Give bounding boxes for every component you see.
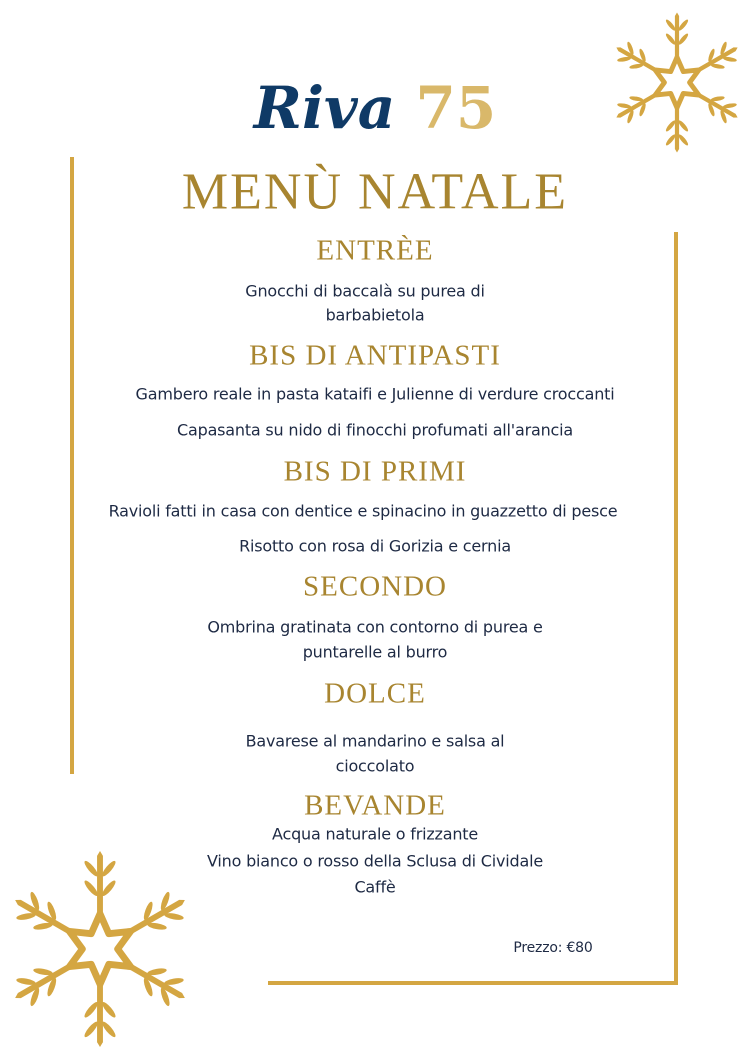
menu-item: Caffè — [354, 877, 396, 897]
menu-item: Bavarese al mandarino e salsa al — [245, 731, 505, 751]
menu-item: puntarelle al burro — [302, 642, 448, 662]
section-heading: ENTRÈE — [316, 234, 434, 267]
snowflake-center — [69, 914, 130, 985]
menu-item: barbabietola — [325, 305, 425, 325]
menu-item: cioccolato — [335, 756, 415, 776]
menu-item: Ombrina gratinata con contorno di purea e — [207, 617, 543, 637]
section-heading: DOLCE — [324, 677, 426, 710]
menu-item: Ravioli fatti in casa con dentice e spinacino in guazzetto di pesce — [108, 501, 618, 521]
section-heading: BEVANDE — [304, 789, 446, 822]
snowflake-arm — [83, 978, 118, 1047]
section-heading: SECONDO — [303, 570, 447, 603]
price: Prezzo: €80 — [513, 940, 593, 956]
menu-item: Capasanta su nido di finocchi profumati all'arancia — [177, 420, 573, 440]
snowflake-icon — [2, 843, 198, 1055]
menu-item: Gambero reale in pasta kataifi e Julienne di verdure croccanti — [135, 384, 615, 404]
menu-item: Acqua naturale o frizzante — [272, 824, 478, 844]
section-heading: BIS DI ANTIPASTI — [249, 339, 501, 372]
menu-item: Vino bianco o rosso della Sclusa di Cividale — [207, 851, 543, 871]
menu-title: MENÙ NATALE — [181, 163, 569, 221]
logo-number: 75 — [415, 74, 497, 142]
snowflake-arm — [665, 13, 690, 62]
menu-item: Gnocchi di baccalà su purea di — [245, 281, 485, 301]
frame-bottom-line — [268, 981, 678, 985]
menu-item: Risotto con rosa di Gorizia e cernia — [239, 536, 511, 556]
logo-name: Riva — [253, 74, 396, 142]
section-heading: BIS DI PRIMI — [283, 455, 467, 488]
restaurant-logo — [0, 74, 750, 142]
